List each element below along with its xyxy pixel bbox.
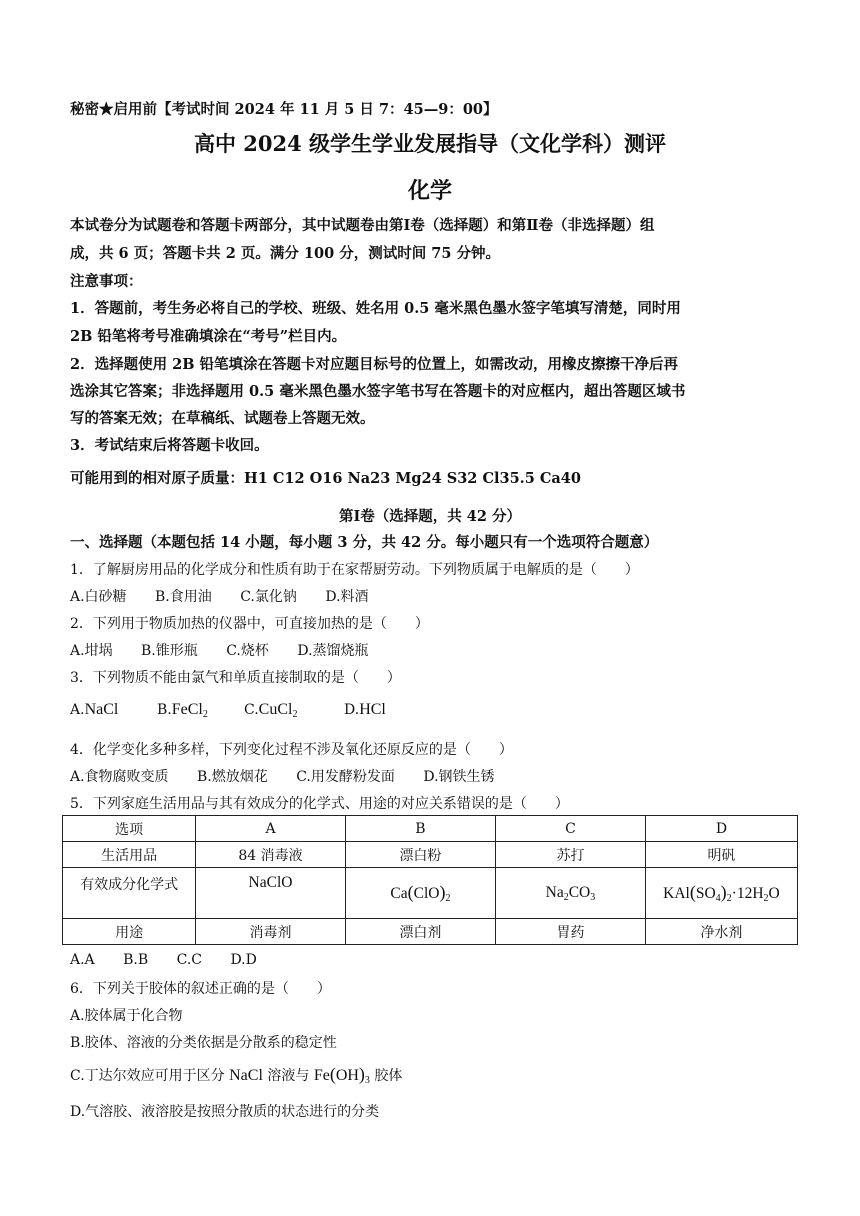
table-row [63, 842, 798, 868]
question-3-option-d[interactable] [344, 701, 386, 719]
intro-line-2: 成，共 6 页；答题卡共 2 页。满分 100 分，测试时间 75 分钟。 [70, 245, 501, 262]
formula-part: ClO [413, 885, 440, 902]
question-2-options [70, 640, 393, 660]
question-4-stem: 4．化学变化多种多样，下列变化过程不涉及氧化还原反应的是（ ） [70, 742, 513, 758]
table-header-row [63, 816, 798, 842]
question-1-stem: 1．了解厨房用品的化学成分和性质有助于在家帮厨劳动。下列物质属于电解质的是（ ） [70, 562, 639, 578]
question-3-option-a[interactable] [70, 701, 118, 719]
formula-bracket: ) [720, 882, 727, 902]
formula-feoh3 [313, 1064, 370, 1086]
note-1-line-2: 2B 铅笔将考号准确填涂在“考号”栏目内。 [70, 328, 347, 345]
note-2-line-1: 2．选择题使用 2B 铅笔填涂在答题卡对应题目标号的位置上，如需改动，用橡皮擦擦干净后再 [70, 356, 679, 373]
formula-subscript: 2 [763, 893, 769, 904]
option-letter: A. [70, 702, 85, 718]
formula-fecl2 [172, 701, 208, 718]
note-2-line-3: 写的答案无效；在草稿纸、试题卷上答题无效。 [70, 410, 375, 427]
option-d[interactable]: D.D [230, 952, 257, 968]
formula-part: Na [545, 883, 564, 901]
formula-part: O [768, 885, 780, 902]
option-a[interactable]: A.食物腐败变质 [70, 769, 169, 785]
option-letter: B. [157, 702, 172, 718]
question-6-option-b[interactable]: B.胶体、溶液的分类依据是分散系的稳定性 [70, 1035, 337, 1051]
formula-bracket: ) [358, 1064, 365, 1084]
formula-subscript: 2 [202, 709, 208, 720]
table-cell: A [196, 816, 346, 842]
confidential-header: 秘密★启用前【考试时间 2024 年 11 月 5 日 7：45—9：00】 [70, 101, 498, 118]
formula-main: FeCl [171, 701, 203, 718]
question-6-option-c[interactable] [70, 1064, 402, 1086]
option-c[interactable]: C.用发酵粉发面 [296, 769, 395, 785]
formula-part: SO [695, 885, 716, 902]
table-cell: 用途 [63, 919, 196, 945]
formula-subscript: 2 [563, 891, 569, 903]
exam-title: 高中 2024 级学生学业发展指导（文化学科）测评 [193, 131, 667, 156]
option-a[interactable]: A.A [70, 952, 95, 968]
question-3-option-c[interactable] [244, 701, 297, 720]
note-2-line-2: 选涂其它答案；非选择题用 0.5 毫米黑色墨水签字笔书写在答题卡的对应框内，超出答题区域书 [70, 383, 686, 400]
option-d[interactable]: D.料酒 [325, 589, 369, 605]
option-c[interactable]: C.C [176, 952, 202, 968]
formula-part: Ca [390, 885, 408, 902]
atomic-masses: 可能用到的相对原子质量：H1 C12 O16 Na23 Mg24 S32 Cl35.5 Ca40 [70, 470, 581, 487]
table-cell: 明矾 [645, 842, 797, 868]
option-c[interactable]: C.氯化钠 [240, 589, 297, 605]
option-a[interactable]: A.白砂糖 [70, 589, 127, 605]
intro-line-1: 本试卷分为试题卷和答题卡两部分，其中试题卷由第Ⅰ卷（选择题）和第Ⅱ卷（非选择题）组 [70, 217, 655, 234]
option-d[interactable]: D.蒸馏烧瓶 [297, 643, 369, 659]
table-cell: C [496, 816, 646, 842]
formula-hcl: HCl [359, 701, 386, 718]
formula-bracket: ( [689, 882, 696, 902]
table-cell: 选项 [63, 816, 196, 842]
table-cell: B [345, 816, 495, 842]
formula-part: KAl [663, 885, 690, 902]
formula-cell-d [645, 868, 797, 919]
table-cell: 消毒剂 [196, 919, 346, 945]
table-cell: 漂白粉 [345, 842, 495, 868]
option-b[interactable]: B.燃放烟花 [197, 769, 268, 785]
option-letter: C. [244, 702, 259, 718]
question-3-stem: 3．下列物质不能由氯气和单质直接制取的是（ ） [70, 670, 401, 686]
question-2-stem: 2．下列用于物质加热的仪器中，可直接加热的是（ ） [70, 616, 429, 632]
formula-nacl: NaCl [229, 1067, 263, 1084]
option-text: 胶体 [369, 1068, 403, 1084]
table-cell: 苏打 [496, 842, 646, 868]
formula-bracket: ( [407, 882, 414, 902]
formula-subscript: 3 [590, 891, 596, 903]
option-text: 溶液与 [262, 1068, 314, 1084]
formula-part: ·12H [731, 885, 764, 902]
formula-part: Fe [313, 1067, 330, 1084]
option-b[interactable]: B.食用油 [155, 589, 212, 605]
question-4-options [70, 766, 519, 786]
formula-bracket: ) [439, 882, 446, 902]
formula-part: CO [568, 883, 591, 901]
note-1-line-1: 1．答题前，考生务必将自己的学校、班级、姓名用 0.5 毫米黑色墨水签字笔填写清楚，同时用 [70, 300, 681, 317]
formula-subscript: 3 [364, 1075, 370, 1086]
formula-part: OH [335, 1067, 359, 1084]
note-3: 3．考试结束后将答题卡收回。 [70, 437, 269, 454]
formula-cell-c [496, 868, 646, 919]
option-d[interactable]: D.钢铁生锈 [423, 769, 495, 785]
table-cell: 净水剂 [645, 919, 797, 945]
option-text: C.丁达尔效应可用于区分 [70, 1068, 230, 1084]
table-row [63, 868, 798, 919]
table-cell: 漂白剂 [345, 919, 495, 945]
formula-subscript: 4 [715, 893, 721, 904]
table-cell: D [645, 816, 797, 842]
formula-bracket: ( [329, 1064, 336, 1084]
table-cell: 胃药 [496, 919, 646, 945]
question-3-option-b[interactable] [157, 701, 208, 720]
question-5-table [62, 815, 798, 945]
formula-cell-a: NaClO [196, 868, 346, 919]
table-cell: 有效成分化学式 [63, 868, 196, 919]
formula-cucl2 [259, 701, 298, 718]
question-6-stem: 6．下列关于胶体的叙述正确的是（ ） [70, 981, 331, 997]
formula-cell-b [345, 868, 495, 919]
table-cell: 84 消毒液 [196, 842, 346, 868]
question-6-option-a[interactable]: A.胶体属于化合物 [70, 1008, 183, 1024]
formula-nacl: NaCl [84, 701, 119, 718]
question-5-options [70, 952, 281, 968]
question-5-stem: 5．下列家庭生活用品与其有效成分的化学式、用途的对应关系错误的是（ ） [70, 796, 569, 812]
question-6-option-d[interactable]: D.气溶胶、液溶胶是按照分散质的状态进行的分类 [70, 1104, 380, 1120]
formula-subscript: 2 [726, 893, 732, 904]
formula-main: CuCl [258, 701, 293, 718]
option-b[interactable]: B.B [123, 952, 149, 968]
option-b[interactable]: B.锥形瓶 [141, 643, 198, 659]
option-letter: D. [344, 702, 360, 718]
table-cell: 生活用品 [63, 842, 196, 868]
section-title: 第Ⅰ卷（选择题，共 42 分） [338, 508, 522, 525]
option-c[interactable]: C.烧杯 [226, 643, 269, 659]
subject-title: 化学 [407, 178, 452, 204]
notes-heading: 注意事项： [70, 273, 143, 290]
formula-subscript: 2 [292, 709, 298, 720]
table-row [63, 919, 798, 945]
option-a[interactable]: A.坩埚 [70, 643, 113, 659]
question-1-options [70, 586, 393, 606]
section-instruction: 一、选择题（本题包括 14 小题，每小题 3 分，共 42 分。每小题只有一个选项符合题意） [70, 534, 659, 551]
formula-subscript: 2 [445, 893, 451, 904]
